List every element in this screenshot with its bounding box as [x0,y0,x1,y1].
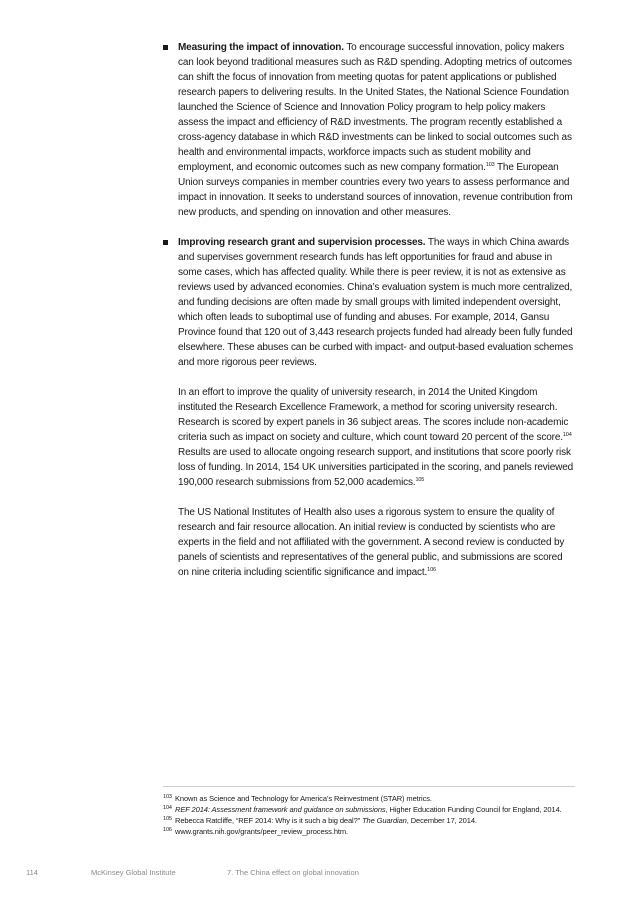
footnote-103: 103 Known as Science and Technology for America’s Reinvestment (STAR) metrics. [163,794,432,803]
footnote-104: 104 REF 2014: Assessment framework and guidance on submissions, Higher Education Funding Council for England, 2014. [163,805,562,814]
bullet-title: Measuring the impact of innovation. [178,42,344,53]
paragraph-uk-research-excellence: In an effort to improve the quality of university research, in 2014 the United Kingdom instituted the Research Excellence Framework, a method for scoring university research. Research is scored by expert panels in 36 subject areas. The scores include non-academic criteria such as impact on society and culture, which count toward 20 percent of the score.$^{104}$ Results are used to allocate ongoing research support, and institutions that score poorly risk loss of funding. In 2014, 154 UK universities participated in the scoring, and panels reviewed 190,000 research submissions from 52,000 academics.$^{105}$ [178,387,574,488]
square-bullet-icon [163,45,168,50]
publisher-name: McKinsey Global Institute [91,868,176,877]
footnote-106: 106 www.grants.nih.gov/grants/peer_review_process.htm. [163,827,349,836]
bullet-paragraph: Improving research grant and supervision processes. The ways in which China awards and supervises government research funds has left opportunities for fraud and abuse in some cases, which has affected quality. While there is peer review, it is not as extensive as reviews used by advanced economies. China’s evaluation system is much more centralized, and funding decisions are often made by small groups with limited independent oversight, which often leads to suboptimal use of funding and abuses. For example, 2014, Gansu Province found that 120 out of 3,443 research projects funded had already been fully funded elsewhere. These abuses can be curbed with impact- and output-based evaluation schemes and more rigorous peer reviews. [178,237,573,368]
page-footer [0,868,636,880]
chapter-title: 7. The China effect on global innovation [227,868,359,877]
bullet-item-research-grant [163,235,575,370]
footnote-ref-106[interactable]: 106 [427,567,436,573]
bullet-paragraph: Measuring the impact of innovation. To encourage successful innovation, policy makers can look beyond traditional measures such as R&D spending. Adopting metrics of outcomes can shift the focus of innovation from meeting quotas for patent applications or published research papers to delivering results. In the United States, the National Science Foundation launched the Science of Science and Innovation Policy program to help policy makers assess the impact and efficiency of R&D investments. The program recently established a cross-agency database in which R&D investments can be linked to social outcomes such as health and environmental impacts, workforce impacts such as student mobility and employment, and economic outcomes such as new company formation.$^{103}$ The European Union surveys companies in member countries every two years to assess performance and impact in innovation. It seeks to understand sources of innovation, revenue contribution from new products, and spending on innovation and other measures. [178,42,573,218]
footnote-ref-103[interactable]: 103 [485,162,495,168]
bullet-item-measuring-impact [163,40,575,220]
page-number: 114 [26,868,38,877]
footnote-105: 105 Rebecca Ratcliffe, “REF 2014: Why is it such a big deal?” The Guardian, December 17, 2014. [163,816,477,825]
footnote-link[interactable]: www.grants.nih.gov/grants/peer_review_process.htm. [175,827,349,836]
main-content [163,40,575,595]
paragraph-us-nih: The US National Institutes of Health also uses a rigorous system to ensure the quality of research and fair resource allocation. An initial review is conducted by scientists who are experts in the field and not affiliated with the government. A second review is conducted by panels of scientists and representatives of the general public, and submissions are scored on nine criteria including scientific significance and impact.$^{106}$ [178,507,565,578]
bullet-title: Improving research grant and supervision processes. [178,237,426,248]
square-bullet-icon [163,240,168,245]
footnotes [163,786,575,837]
footnote-ref-104[interactable]: 104 [562,432,572,438]
footnote-ref-105[interactable]: 105 [415,477,425,483]
